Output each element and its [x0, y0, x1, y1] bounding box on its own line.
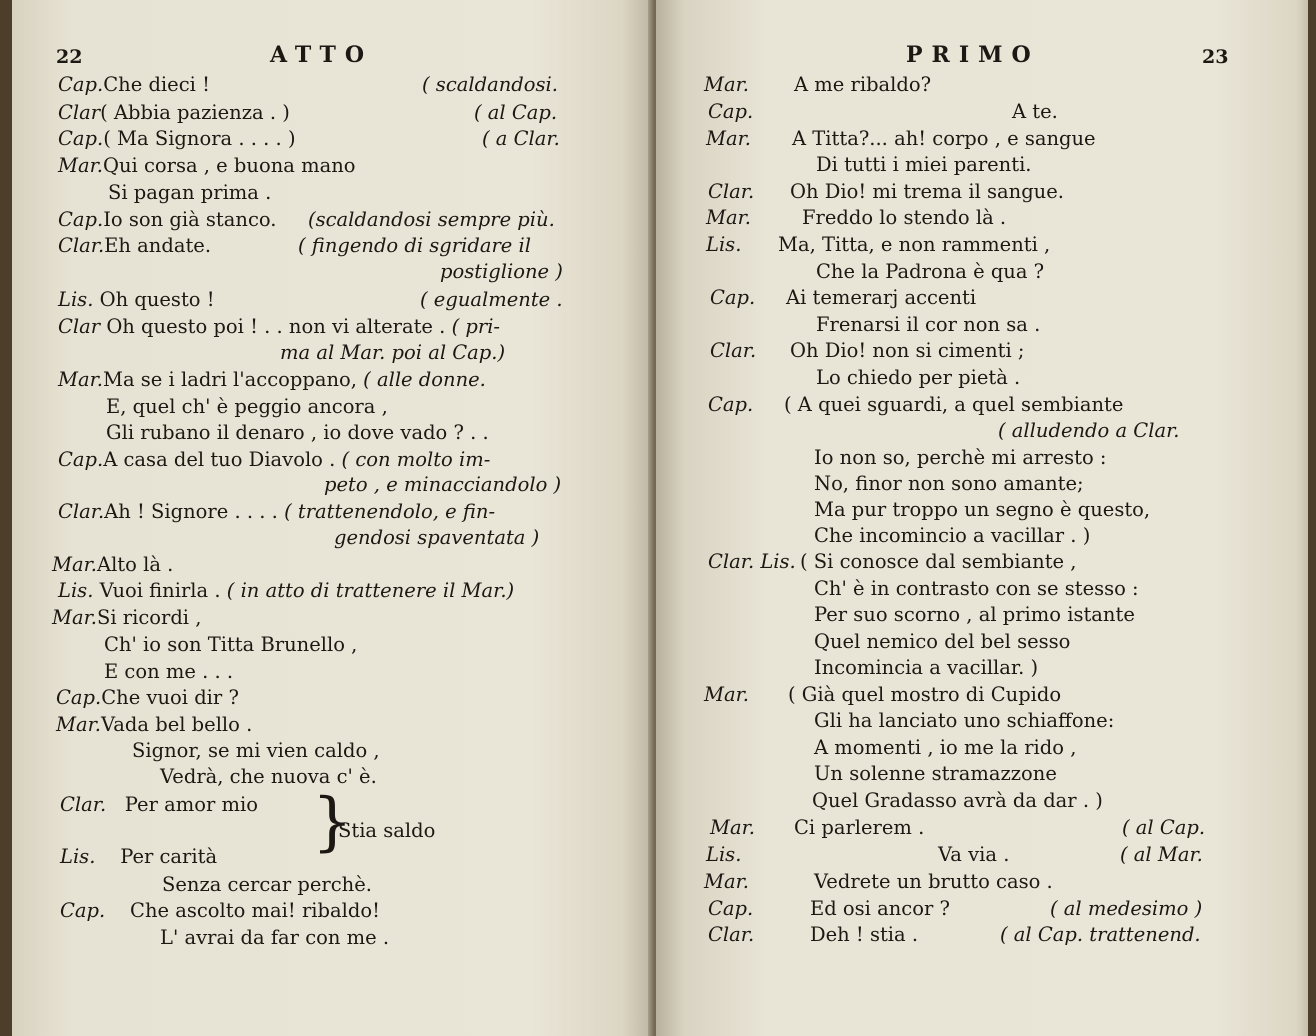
brace-bracket: }	[312, 785, 353, 859]
speaker: Cap.	[58, 208, 104, 231]
verse-line: Ed osi ancor ?	[810, 897, 950, 920]
verse-line	[58, 499, 495, 525]
verse-line: ( Si conosce dal sembiante ,	[800, 550, 1077, 573]
verse-line: Che la Padrona è qua ?	[816, 260, 1045, 283]
stage-direction: (scaldandosi sempre più.	[308, 208, 555, 231]
verse-line: Ci parlerem .	[794, 816, 925, 839]
verse-line: Ch' è in contrasto con se stesso :	[814, 577, 1139, 600]
verse-line: A me ribaldo?	[794, 73, 932, 96]
line-text: ( Ma Signora . . . . )	[103, 127, 296, 150]
speaker: Clar.	[708, 180, 755, 203]
line-text: ( Abbia pazienza . )	[100, 101, 290, 124]
speaker: Mar.	[56, 713, 101, 736]
running-head: PRIMO	[906, 42, 1040, 68]
stage-direction: peto , e minacciandolo )	[324, 473, 562, 496]
verse-line: Lo chiedo per pietà .	[816, 366, 1021, 389]
speaker: Lis.	[706, 233, 742, 256]
speaker: Lis.	[58, 579, 94, 602]
verse-line: Che incomincio a vacillar . )	[814, 524, 1091, 547]
verse-line	[52, 605, 201, 631]
speaker: Cap.	[58, 448, 104, 471]
verse-line: Per suo scorno , al primo istante	[814, 603, 1135, 626]
stage-direction: ( scaldandosi.	[422, 73, 558, 96]
speaker: Mar.	[710, 816, 755, 839]
stage-direction: ( fingendo di sgridare il	[298, 234, 531, 257]
speaker: Clar.	[60, 793, 107, 816]
verse-line: Io non so, perchè mi arresto :	[814, 446, 1107, 469]
speaker: Clar. Lis.	[708, 550, 796, 573]
speaker: Clar	[58, 315, 101, 338]
line-text: Qui corsa , e buona mano	[102, 154, 356, 177]
stage-direction: ( egualmente .	[420, 288, 563, 311]
verse-line: Deh ! stia .	[810, 923, 919, 946]
stage-direction: postiglione )	[440, 260, 563, 283]
speaker: Cap.	[60, 899, 106, 922]
speaker: Clar	[58, 101, 101, 124]
speaker: Mar.	[52, 606, 97, 629]
verse-line	[58, 314, 500, 340]
stage-direction: ( a Clar.	[482, 127, 560, 150]
verse-line: E con me . . .	[104, 660, 234, 683]
stage-direction: ( alle donne.	[363, 368, 486, 391]
verse-line: Incomincia a vacillar. )	[814, 656, 1039, 679]
speaker: Clar.	[710, 339, 757, 362]
verse-line	[58, 233, 211, 259]
verse-line: Stia saldo	[338, 819, 436, 842]
line-text: Vada bel bello .	[100, 713, 253, 736]
speaker: Clar.	[58, 234, 105, 257]
speaker: Cap.	[58, 73, 104, 96]
verse-line: Gli rubano il denaro , io dove vado ? . .	[106, 421, 489, 444]
verse-line: Di tutti i miei parenti.	[816, 153, 1032, 176]
stage-direction: ( in atto di trattenere il Mar.)	[226, 579, 515, 602]
verse-line	[58, 207, 276, 233]
line-text: Eh andate.	[104, 234, 212, 257]
verse-line	[58, 287, 215, 313]
speaker: Cap.	[56, 686, 102, 709]
verse-line	[58, 447, 490, 473]
line-text: Si ricordi ,	[96, 606, 202, 629]
verse-line: ( Già quel mostro di Cupido	[788, 683, 1062, 706]
line-text: Ah ! Signore . . . .	[104, 500, 278, 523]
stage-direction: ( al Mar.	[1120, 843, 1203, 866]
speaker: Cap.	[710, 286, 756, 309]
verse-line: Freddo lo stendo là .	[802, 206, 1007, 229]
verse-line: Quel nemico del bel sesso	[814, 630, 1071, 653]
stage-direction: ( alludendo a Clar.	[998, 419, 1180, 442]
verse-line: A momenti , io me la rido ,	[814, 736, 1077, 759]
speaker: Clar.	[58, 500, 105, 523]
verse-line: Vedrete un brutto caso .	[814, 870, 1053, 893]
verse-line	[58, 367, 486, 393]
line-text: Oh questo !	[99, 288, 215, 311]
verse-line: Va via .	[938, 843, 1010, 866]
speaker: Mar.	[58, 368, 103, 391]
speaker: Mar.	[52, 553, 97, 576]
verse-line: Vedrà, che nuova c' è.	[160, 765, 377, 788]
page-number: 22	[56, 46, 83, 68]
verse-line: Senza cercar perchè.	[162, 873, 372, 896]
verse-line: Un solenne stramazzone	[814, 762, 1057, 785]
speaker: Cap.	[58, 127, 104, 150]
verse-line: Gli ha lanciato uno schiaffone:	[814, 709, 1115, 732]
speaker: Lis.	[706, 843, 742, 866]
verse-line	[60, 792, 258, 818]
verse-line: Signor, se mi vien caldo ,	[132, 739, 380, 762]
verse-line	[60, 844, 217, 870]
speaker: Mar.	[704, 683, 749, 706]
right-page	[656, 0, 1308, 1036]
stage-direction: ( al Cap.	[1122, 816, 1206, 839]
speaker: Cap.	[708, 897, 754, 920]
verse-line: E, quel ch' è peggio ancora ,	[106, 395, 388, 418]
verse-line	[58, 126, 296, 152]
speaker: Mar.	[706, 206, 751, 229]
verse-line: Ai temerarj accenti	[786, 286, 977, 309]
stage-direction: ( al medesimo )	[1050, 897, 1203, 920]
left-page	[12, 0, 652, 1036]
line-text: Io son già stanco.	[103, 208, 277, 231]
line-text: Oh questo poi ! . . non vi alterate .	[106, 315, 446, 338]
verse-line: Si pagan prima .	[108, 181, 272, 204]
verse-line: A te.	[1012, 100, 1058, 123]
verse-line	[58, 578, 514, 604]
verse-line	[58, 100, 290, 126]
line-text: Ma se i ladri l'accoppano,	[102, 368, 357, 391]
line-text: Che vuoi dir ?	[101, 686, 239, 709]
stage-direction: ma al Mar. poi al Cap.)	[280, 341, 506, 364]
speaker: Mar.	[704, 73, 749, 96]
stage-direction: ( al Cap.	[474, 101, 558, 124]
speaker: Mar.	[704, 870, 749, 893]
verse-line: Oh Dio! non si cimenti ;	[790, 339, 1025, 362]
verse-line: A Titta?... ah! corpo , e sangue	[792, 127, 1096, 150]
verse-line: Frenarsi il cor non sa .	[816, 313, 1041, 336]
verse-line	[56, 685, 239, 711]
stage-direction: ( con molto im-	[341, 448, 491, 471]
stage-direction: gendosi spaventata )	[334, 526, 540, 549]
verse-line: Ma pur troppo un segno è questo,	[814, 498, 1151, 521]
speaker: Clar.	[708, 923, 755, 946]
speaker: Cap.	[708, 100, 754, 123]
verse-line: Ma, Titta, e non rammenti ,	[778, 233, 1051, 256]
line-text: Che dieci !	[103, 73, 210, 96]
verse-line: ( A quei sguardi, a quel sembiante	[784, 393, 1124, 416]
line-text: Per amor mio	[124, 793, 258, 816]
stage-direction: ( al Cap. trattenend.	[1000, 923, 1201, 946]
line-text: Alto là .	[96, 553, 174, 576]
verse-line	[56, 712, 252, 738]
speaker: Mar.	[58, 154, 103, 177]
stage-direction: ( trattenendolo, e fin-	[284, 500, 496, 523]
line-text: Che ascolto mai! ribaldo!	[130, 899, 380, 922]
line-text: Per carità	[120, 845, 218, 868]
speaker: Lis.	[60, 845, 96, 868]
verse-line	[60, 898, 380, 924]
page-number: 23	[1202, 46, 1229, 68]
verse-line: L' avrai da far con me .	[160, 926, 390, 949]
speaker: Lis.	[58, 288, 94, 311]
verse-line	[52, 552, 173, 578]
verse-line: No, finor non sono amante;	[814, 472, 1084, 495]
line-text: A casa del tuo Diavolo .	[103, 448, 336, 471]
verse-line	[58, 72, 210, 98]
verse-line: Quel Gradasso avrà da dar . )	[812, 789, 1103, 812]
stage-direction: ( pri-	[451, 315, 501, 338]
speaker: Cap.	[708, 393, 754, 416]
verse-line: Ch' io son Titta Brunello ,	[104, 633, 358, 656]
line-text: Vuoi finirla .	[99, 579, 221, 602]
verse-line: Oh Dio! mi trema il sangue.	[790, 180, 1064, 203]
speaker: Mar.	[706, 127, 751, 150]
running-head: ATTO	[270, 42, 373, 68]
verse-line	[58, 153, 356, 179]
